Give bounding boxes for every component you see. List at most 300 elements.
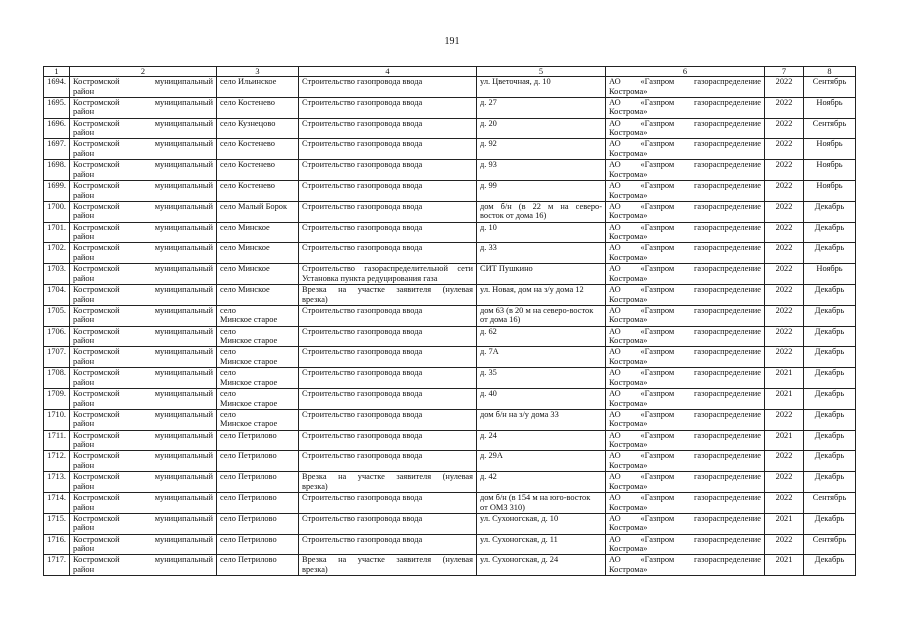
work-type-cell [299,472,477,493]
address-cell [477,534,606,555]
month-cell: Декабрь [804,513,856,534]
district-type: район [73,294,95,304]
row-number: 1696. [44,118,70,139]
row-number: 1709. [44,388,70,409]
settlement-cell [217,264,299,285]
district-type: район [73,502,95,512]
address: д. 35 [480,368,497,378]
table-row [44,326,856,347]
row-number: 1712. [44,451,70,472]
district-type: район [73,107,95,117]
organization-name: АО «Газпром газораспределение [609,368,761,378]
row-number: 1708. [44,368,70,389]
row-number: 1702. [44,243,70,264]
table-body [44,77,856,576]
table-row [44,97,856,118]
settlement-name: село Минское [220,243,270,253]
work-type: Строительство газопровода ввода [302,97,423,107]
settlement-name: село Петрилово [220,555,277,565]
settlement-cell [217,326,299,347]
month-cell: Декабрь [804,243,856,264]
table-row [44,347,856,368]
settlement-name-cont: Минское старое [220,336,278,346]
district-name: Костромской муниципальный [73,222,213,232]
district-cell [70,513,217,534]
district-type: район [73,190,95,200]
address: ул. Сухоногская, д. 11 [480,534,558,544]
organization-cell [606,451,765,472]
district-name: Костромской муниципальный [73,347,213,357]
organization-name: АО «Газпром газораспределение [609,284,761,294]
address: ул. Цветочная, д. 10 [480,77,551,86]
district-type: район [73,481,95,491]
table-row [44,534,856,555]
address: ул. Сухоногская, д. 24 [480,555,559,565]
work-type-cell [299,409,477,430]
address: д. 27 [480,97,497,107]
work-type: Строительство газопровода ввода [302,513,423,523]
settlement-name: село Минское [220,284,270,294]
address-cont: от ОМЗ 310) [480,502,525,512]
address: д. 7А [480,347,499,357]
month-cell: Ноябрь [804,160,856,181]
district-type: район [73,419,95,429]
address-cell [477,388,606,409]
settlement-cell [217,305,299,326]
address-cell [477,430,606,451]
year-cell: 2022 [765,409,804,430]
district-name: Костромской муниципальный [73,180,213,190]
month-cell: Декабрь [804,555,856,576]
organization-cell [606,222,765,243]
district-cell [70,409,217,430]
district-name: Костромской муниципальный [73,118,213,128]
work-type-cont: врезка) [302,294,328,304]
settlement-name: село [220,368,236,378]
month-cell: Ноябрь [804,97,856,118]
work-type: Строительство газопровода ввода [302,180,423,190]
district-cell [70,180,217,201]
organization-name: АО «Газпром газораспределение [609,555,761,565]
district-name: Костромской муниципальный [73,492,213,502]
year-cell: 2022 [765,97,804,118]
organization-name: АО «Газпром газораспределение [609,77,761,86]
work-type-cell [299,388,477,409]
work-type-cell [299,139,477,160]
organization-name-cont: Кострома» [609,356,648,366]
organization-name-cont: Кострома» [609,315,648,325]
work-type: Врезка на участке заявителя (нулевая [302,555,473,565]
table-row [44,243,856,264]
organization-name-cont: Кострома» [609,523,648,533]
work-type-cell [299,160,477,181]
district-cell [70,388,217,409]
row-number: 1711. [44,430,70,451]
address-cell [477,284,606,305]
work-type-cont: врезка) [302,564,328,574]
row-number: 1695. [44,97,70,118]
organization-name-cont: Кострома» [609,564,648,574]
work-type-cell [299,243,477,264]
organization-name-cont: Кострома» [609,419,648,429]
settlement-cell [217,222,299,243]
table-row [44,77,856,98]
year-cell: 2022 [765,451,804,472]
organization-name-cont: Кострома» [609,377,648,387]
address-cell [477,326,606,347]
row-number: 1705. [44,305,70,326]
district-name: Костромской муниципальный [73,534,213,544]
settlement-cell [217,409,299,430]
organization-name-cont: Кострома» [609,148,648,158]
address: д. 20 [480,118,497,128]
organization-cell [606,388,765,409]
settlement-name: село Петрилово [220,492,277,502]
district-cell [70,222,217,243]
settlement-cell [217,97,299,118]
organization-cell [606,347,765,368]
district-type: район [73,398,95,408]
district-name: Костромской муниципальный [73,451,213,461]
district-cell [70,264,217,285]
month-cell: Декабрь [804,284,856,305]
settlement-name: село Петрилово [220,430,277,440]
district-cell [70,368,217,389]
table-header-row [44,67,856,77]
district-type: район [73,86,95,96]
district-name: Костромской муниципальный [73,305,213,315]
district-type: район [73,544,95,554]
district-type: район [73,440,95,450]
settlement-name-cont: Минское старое [220,419,278,429]
district-cell [70,451,217,472]
district-type: район [73,211,95,221]
organization-name-cont: Кострома» [609,107,648,117]
address-cell [477,222,606,243]
settlement-cell [217,430,299,451]
address-cell [477,201,606,222]
work-type: Строительство газопровода ввода [302,77,423,86]
district-name: Костромской муниципальный [73,555,213,565]
year-cell: 2022 [765,243,804,264]
organization-name-cont: Кострома» [609,460,648,470]
organization-name-cont: Кострома» [609,232,648,242]
settlement-name: село [220,347,236,357]
month-cell: Декабрь [804,222,856,243]
year-cell: 2022 [765,222,804,243]
column-header: 3 [217,67,299,77]
organization-cell [606,139,765,160]
district-name: Костромской муниципальный [73,409,213,419]
table-row [44,368,856,389]
work-type-cell [299,305,477,326]
year-cell: 2022 [765,472,804,493]
settlement-name: село [220,326,236,336]
month-cell: Декабрь [804,409,856,430]
work-type: Строительство газопровода ввода [302,534,423,544]
district-cell [70,492,217,513]
row-number: 1717. [44,555,70,576]
month-cell: Сентябрь [804,118,856,139]
settlement-name: село Петрилово [220,534,277,544]
organization-cell [606,472,765,493]
work-type-cont: Установка пункта редуцирования газа [302,273,438,283]
table-row [44,472,856,493]
work-type-cont: врезка) [302,481,328,491]
settlement-name: село [220,409,236,419]
organization-name: АО «Газпром газораспределение [609,180,761,190]
organization-cell [606,430,765,451]
organization-name: АО «Газпром газораспределение [609,118,761,128]
settlement-name: село Костенево [220,180,275,190]
work-type: Строительство газопровода ввода [302,492,423,502]
settlement-name: село [220,388,236,398]
organization-name: АО «Газпром газораспределение [609,534,761,544]
district-type: район [73,315,95,325]
month-cell: Ноябрь [804,139,856,160]
year-cell: 2022 [765,326,804,347]
month-cell: Сентябрь [804,534,856,555]
district-name: Костромской муниципальный [73,513,213,523]
organization-name: АО «Газпром газораспределение [609,201,761,211]
work-type-cell [299,368,477,389]
district-cell [70,201,217,222]
organization-name: АО «Газпром газораспределение [609,264,761,274]
district-cell [70,160,217,181]
work-type: Строительство газопровода ввода [302,305,423,315]
district-cell [70,347,217,368]
organization-name: АО «Газпром газораспределение [609,160,761,170]
address-cell [477,305,606,326]
organization-name: АО «Газпром газораспределение [609,472,761,482]
year-cell: 2022 [765,284,804,305]
district-type: район [73,128,95,138]
year-cell: 2022 [765,534,804,555]
organization-name: АО «Газпром газораспределение [609,513,761,523]
district-type: район [73,564,95,574]
work-type-cell [299,430,477,451]
table-row [44,139,856,160]
settlement-cell [217,347,299,368]
year-cell: 2021 [765,513,804,534]
address-cont: восток от дома 16) [480,211,547,221]
district-type: район [73,273,95,283]
table-row [44,118,856,139]
settlement-cell [217,492,299,513]
address: д. 99 [480,180,497,190]
settlement-cell [217,284,299,305]
work-type: Строительство газопровода ввода [302,201,423,211]
district-cell [70,97,217,118]
organization-name: АО «Газпром газораспределение [609,492,761,502]
settlement-cell [217,388,299,409]
table-row [44,451,856,472]
address: дом б/н (в 22 м на северо- [480,201,602,211]
organization-cell [606,243,765,264]
year-cell: 2021 [765,368,804,389]
organization-name-cont: Кострома» [609,190,648,200]
organization-name: АО «Газпром газораспределение [609,388,761,398]
organization-cell [606,264,765,285]
organization-name-cont: Кострома» [609,211,648,221]
year-cell: 2022 [765,139,804,160]
organization-cell [606,97,765,118]
address: д. 33 [480,243,497,253]
settlement-cell [217,534,299,555]
district-type: район [73,336,95,346]
district-name: Костромской муниципальный [73,139,213,149]
settlement-cell [217,139,299,160]
district-cell [70,472,217,493]
address-cell [477,368,606,389]
organization-name: АО «Газпром газораспределение [609,409,761,419]
table-row [44,201,856,222]
month-cell: Ноябрь [804,264,856,285]
settlement-cell [217,118,299,139]
work-type: Врезка на участке заявителя (нулевая [302,472,473,482]
settlement-cell [217,555,299,576]
district-name: Костромской муниципальный [73,368,213,378]
table-row [44,264,856,285]
organization-name: АО «Газпром газораспределение [609,222,761,232]
table-row [44,492,856,513]
organization-cell [606,513,765,534]
work-type-cell [299,222,477,243]
month-cell: Декабрь [804,326,856,347]
work-type-cell [299,118,477,139]
settlement-cell [217,451,299,472]
settlement-cell [217,201,299,222]
organization-cell [606,409,765,430]
address: д. 93 [480,160,497,170]
settlement-cell [217,243,299,264]
address: д. 10 [480,222,497,232]
month-cell: Сентябрь [804,492,856,513]
organization-name-cont: Кострома» [609,169,648,179]
settlement-name: село Петрилово [220,472,277,482]
table-row [44,409,856,430]
district-cell [70,77,217,98]
organization-cell [606,555,765,576]
table-row [44,180,856,201]
row-number: 1699. [44,180,70,201]
work-type: Строительство газопровода ввода [302,160,423,170]
work-type-cell [299,201,477,222]
row-number: 1697. [44,139,70,160]
work-type-cell [299,284,477,305]
work-type: Строительство газопровода ввода [302,326,423,336]
organization-name: АО «Газпром газораспределение [609,243,761,253]
row-number: 1703. [44,264,70,285]
year-cell: 2022 [765,305,804,326]
settlement-cell [217,368,299,389]
district-cell [70,139,217,160]
settlement-name-cont: Минское старое [220,398,278,408]
address: д. 40 [480,388,497,398]
year-cell: 2021 [765,430,804,451]
address-cell [477,243,606,264]
organization-name: АО «Газпром газораспределение [609,326,761,336]
address-cell [477,451,606,472]
organization-cell [606,368,765,389]
address-cont: от дома 16) [480,315,521,325]
work-type-cell [299,180,477,201]
address-cell [477,409,606,430]
work-type-cell [299,97,477,118]
work-type: Строительство газопровода ввода [302,368,423,378]
district-name: Костромской муниципальный [73,430,213,440]
row-number: 1701. [44,222,70,243]
settlement-name: село Минское [220,222,270,232]
year-cell: 2022 [765,264,804,285]
settlement-name: село Минское [220,264,270,274]
district-type: район [73,148,95,158]
month-cell: Декабрь [804,201,856,222]
organization-name-cont: Кострома» [609,273,648,283]
column-header: 5 [477,67,606,77]
organization-cell [606,118,765,139]
organization-name: АО «Газпром газораспределение [609,430,761,440]
address: д. 42 [480,472,497,482]
organization-cell [606,77,765,98]
district-name: Костромской муниципальный [73,284,213,294]
organization-name-cont: Кострома» [609,252,648,262]
organization-cell [606,492,765,513]
month-cell: Декабрь [804,451,856,472]
settlement-name-cont: Минское старое [220,356,278,366]
year-cell: 2022 [765,492,804,513]
settlement-name: село Малый Борок [220,201,288,211]
work-type-cell [299,451,477,472]
year-cell: 2022 [765,347,804,368]
row-number: 1704. [44,284,70,305]
organization-name: АО «Газпром газораспределение [609,139,761,149]
organization-cell [606,534,765,555]
district-cell [70,243,217,264]
address: ул. Сухоногская, д. 10 [480,513,559,523]
table-row [44,513,856,534]
district-name: Костромской муниципальный [73,472,213,482]
district-name: Костромской муниципальный [73,201,213,211]
year-cell: 2022 [765,77,804,98]
table-row [44,430,856,451]
organization-name-cont: Кострома» [609,294,648,304]
month-cell: Сентябрь [804,77,856,98]
organization-cell [606,305,765,326]
row-number: 1715. [44,513,70,534]
work-type: Строительство газопровода ввода [302,430,423,440]
address-cell [477,472,606,493]
row-number: 1706. [44,326,70,347]
work-type: Строительство газопровода ввода [302,451,423,461]
organization-name-cont: Кострома» [609,440,648,450]
year-cell: 2021 [765,555,804,576]
address: д. 92 [480,139,497,149]
year-cell: 2022 [765,180,804,201]
row-number: 1716. [44,534,70,555]
year-cell: 2022 [765,201,804,222]
row-number: 1710. [44,409,70,430]
settlement-name: село Кузнецово [220,118,276,128]
address-cell [477,492,606,513]
settlement-name: село Петрилово [220,451,277,461]
organization-cell [606,284,765,305]
page-number: 191 [444,36,460,47]
table-row [44,305,856,326]
district-name: Костромской муниципальный [73,388,213,398]
address-cell [477,118,606,139]
row-number: 1707. [44,347,70,368]
